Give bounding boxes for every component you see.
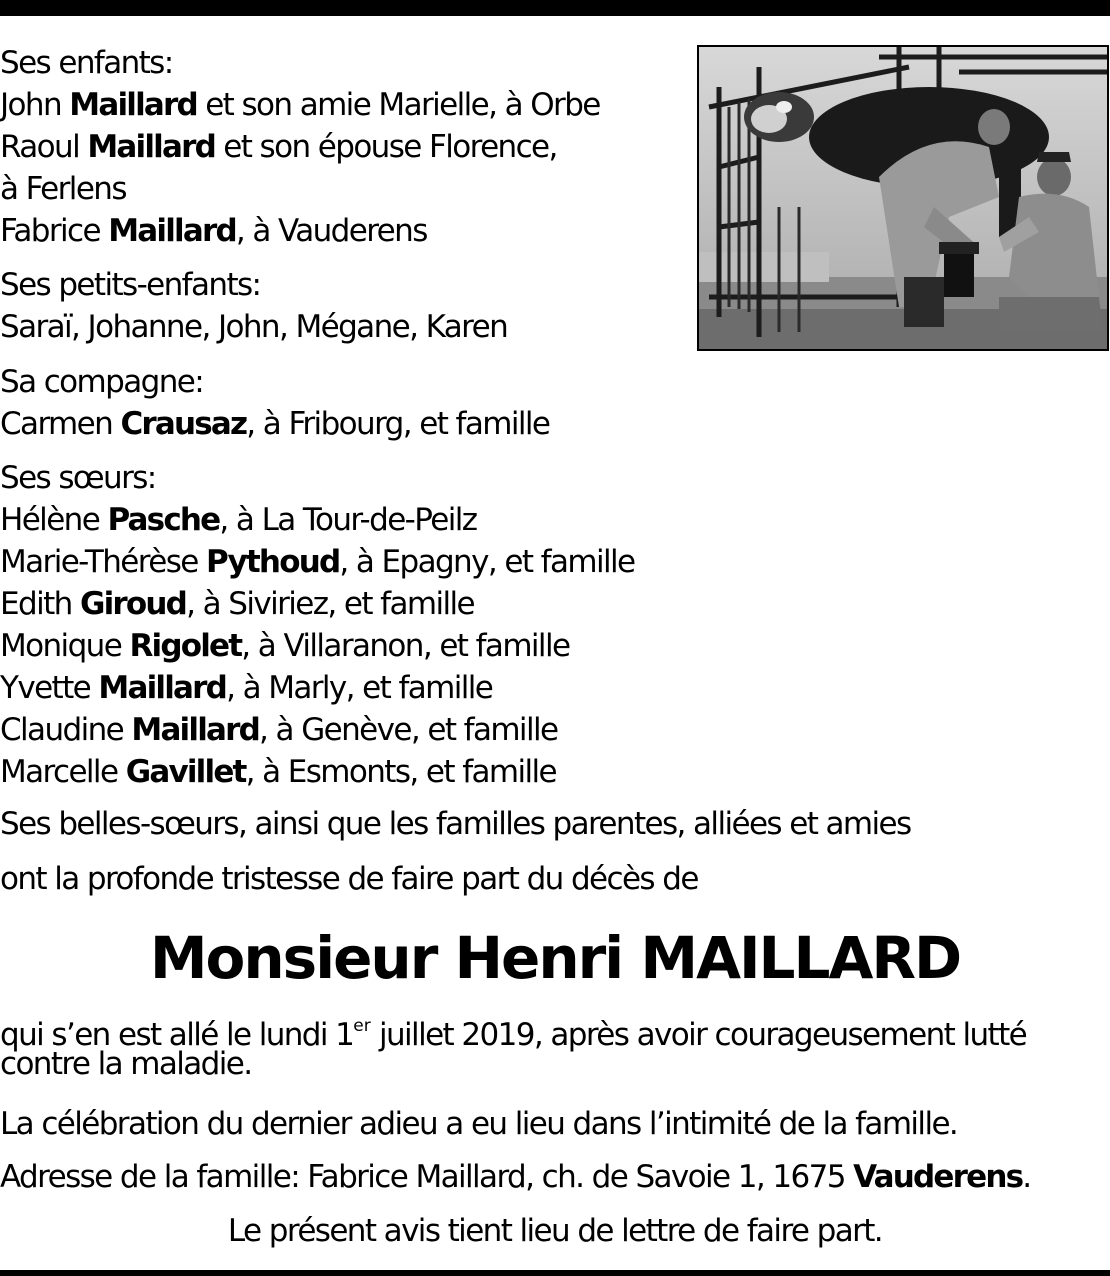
children-section xyxy=(0,42,600,252)
top-rule xyxy=(0,0,1110,16)
farrier-photo xyxy=(697,45,1109,351)
sisters-heading: Ses sœurs: xyxy=(0,460,156,496)
sisters-section xyxy=(0,457,634,793)
closing-line: Le présent avis tient lieu de lettre de faire part. xyxy=(227,1213,883,1249)
child-entry-continued: à Ferlens xyxy=(0,171,126,207)
announcement-line: ont la profonde tristesse de faire part du décès de xyxy=(0,861,698,897)
grandchildren-heading: Ses petits-enfants: xyxy=(0,267,261,303)
in-laws-line: Ses belles-sœurs, ainsi que les familles parentes, alliées et amies xyxy=(0,806,911,842)
passing-paragraph xyxy=(0,1007,1026,1083)
bottom-rule xyxy=(0,1270,1110,1276)
grandchildren-section xyxy=(0,264,507,348)
companion-entry: Carmen Crausaz, à Fribourg, et famille xyxy=(0,406,550,442)
companion-section xyxy=(0,361,549,445)
sister-entry: Hélène Pasche, à La Tour-de-Peilz xyxy=(0,502,477,538)
sister-entry: Monique Rigolet, à Villaranon, et famille xyxy=(0,628,570,664)
sister-entry: Edith Giroud, à Siviriez, et famille xyxy=(0,586,474,622)
sister-entry: Yvette Maillard, à Marly, et famille xyxy=(0,670,493,706)
passing-line-1: qui s’en est allé le lundi 1er juillet 2019, après avoir courageusement lutté xyxy=(0,1016,1027,1053)
sister-entry: Marie-Thérèse Pythoud, à Epagny, et famille xyxy=(0,544,635,580)
sister-entry: Claudine Maillard, à Genève, et famille xyxy=(0,712,558,748)
child-entry: Fabrice Maillard, à Vauderens xyxy=(0,213,427,249)
passing-line-2: contre la maladie. xyxy=(0,1046,252,1082)
address-line: Adresse de la famille: Fabrice Maillard, ch. de Savoie 1, 1675 Vauderens. xyxy=(0,1159,1031,1195)
child-entry: John Maillard et son amie Marielle, à Orbe xyxy=(0,87,600,123)
sister-entry: Marcelle Gavillet, à Esmonts, et famille xyxy=(0,754,557,790)
children-heading: Ses enfants: xyxy=(0,45,173,81)
companion-heading: Sa compagne: xyxy=(0,364,204,400)
deceased-name: Monsieur Henri MAILLARD xyxy=(149,924,961,992)
grandchildren-list: Saraï, Johanne, John, Mégane, Karen xyxy=(0,309,508,345)
child-entry: Raoul Maillard et son épouse Florence, xyxy=(0,129,557,165)
ceremony-line: La célébration du dernier adieu a eu lieu dans l’intimité de la famille. xyxy=(0,1106,958,1142)
